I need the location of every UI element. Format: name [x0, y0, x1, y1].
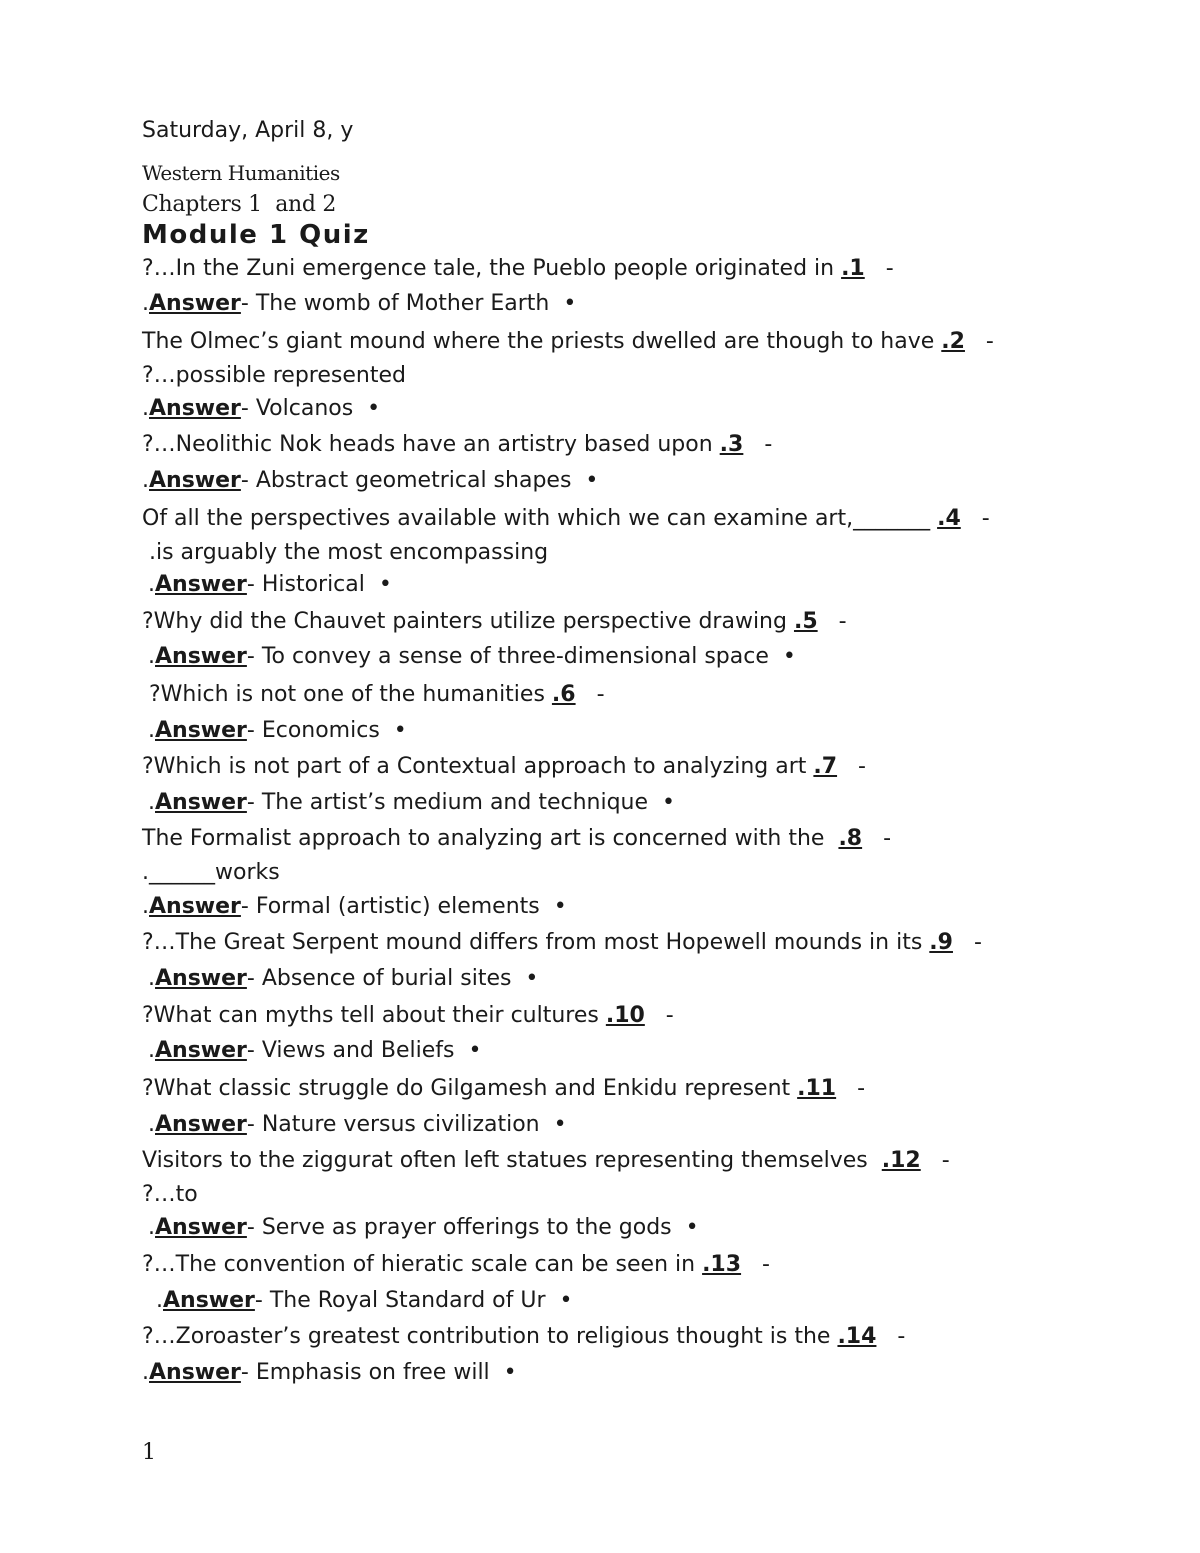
answer-line: .Answer- Nature versus civilization • [148, 1112, 567, 1137]
answer-label: Answer [163, 1288, 255, 1313]
answer-label: Answer [149, 894, 241, 919]
question-number: .6 [551, 682, 576, 707]
answer-text: - Views and Beliefs • [246, 1038, 482, 1063]
answer-line: .Answer- To convey a sense of three-dimensional space • [148, 644, 796, 669]
question-text: Of all the perspectives available with which we can examine art,_______ .4 - [142, 506, 990, 531]
question-text: The Olmec’s giant mound where the priests dwelled are though to have .2 - [142, 329, 994, 354]
question-text: The Formalist approach to analyzing art is concerned with the .8 - [142, 826, 892, 851]
answer-label: Answer [155, 790, 247, 815]
course-name: Western Humanities [142, 161, 340, 185]
question-number: .10 [605, 1003, 645, 1028]
question-number: .4 [937, 506, 961, 531]
answer-text: - Volcanos • [240, 396, 381, 421]
question-line: ?What can myths tell about their cultures [142, 1003, 606, 1028]
answer-text: - The womb of Mother Earth • [240, 291, 577, 316]
chapters-label: Chapters 1 and 2 [142, 192, 337, 217]
page-number: 1 [142, 1440, 156, 1465]
question-text: ?…The Great Serpent mound differs from most Hopewell mounds in its .9 - [142, 930, 982, 955]
question-line: Of all the perspectives available with which we can examine art,_______ [142, 506, 938, 531]
question-line: ?…possible represented [142, 363, 406, 388]
question-text: ?…The convention of hieratic scale can be seen in .13 - [142, 1252, 770, 1277]
answer-label: Answer [155, 1215, 247, 1240]
question-number: .8 [838, 826, 863, 851]
answer-label: Answer [155, 644, 247, 669]
answer-line: .Answer- Economics • [148, 718, 407, 743]
answer-text: - Formal (artistic) elements • [240, 894, 567, 919]
answer-line: .Answer- Views and Beliefs • [148, 1038, 482, 1063]
answer-label: Answer [149, 396, 241, 421]
question-line: ?Which is not part of a Contextual approach to analyzing art [142, 754, 814, 779]
question-text: ?…Neolithic Nok heads have an artistry based upon .3 - [142, 432, 773, 457]
question-text: ?What can myths tell about their cultures .10 - [142, 1003, 674, 1028]
document-date: Saturday, April 8, y [142, 118, 354, 143]
answer-line: .Answer- The Royal Standard of Ur • [156, 1288, 573, 1313]
answer-label: Answer [149, 291, 241, 316]
answer-line: .Answer- Volcanos • [142, 396, 381, 421]
question-text: ?Which is not one of the humanities .6 - [142, 682, 605, 707]
answer-label: Answer [155, 1112, 247, 1137]
answer-label: Answer [155, 572, 247, 597]
question-text [142, 1180, 198, 1210]
question-number: .5 [793, 609, 818, 634]
question-line: .is arguably the most encompassing [142, 540, 549, 565]
question-number: .1 [841, 256, 865, 281]
answer-line: .Answer- Formal (artistic) elements • [142, 894, 567, 919]
answer-line: .Answer- The womb of Mother Earth • [142, 291, 577, 316]
question-line: .______works [142, 860, 280, 885]
question-line: ?…The Great Serpent mound differs from most Hopewell mounds in its [142, 930, 930, 955]
answer-label: Answer [155, 966, 247, 991]
answer-text: - Historical • [246, 572, 392, 597]
answer-text: - Emphasis on free will • [240, 1360, 517, 1385]
question-text: ?…In the Zuni emergence tale, the Pueblo people originated in .1 - [142, 256, 894, 281]
answer-label: Answer [155, 1038, 247, 1063]
answer-label: Answer [155, 718, 247, 743]
question-line: ?…to [142, 1182, 198, 1207]
answer-text: - Nature versus civilization • [246, 1112, 567, 1137]
answer-label: Answer [149, 1360, 241, 1385]
question-text: ?…Zoroaster’s greatest contribution to religious thought is the .14 - [142, 1324, 906, 1349]
question-number: .13 [702, 1252, 742, 1277]
answer-line: .Answer- Serve as prayer offerings to the gods • [148, 1215, 699, 1240]
answer-line: .Answer- The artist’s medium and technique • [148, 790, 675, 815]
question-text [142, 858, 280, 888]
answer-text: - Abstract geometrical shapes • [240, 468, 599, 493]
question-text: Visitors to the ziggurat often left statues representing themselves .12 - [142, 1148, 950, 1173]
question-number: .14 [837, 1324, 877, 1349]
answer-line: .Answer- Abstract geometrical shapes • [142, 468, 599, 493]
question-line: The Olmec’s giant mound where the priests dwelled are though to have [142, 329, 942, 354]
question-line: ?…The convention of hieratic scale can be seen in [142, 1252, 703, 1277]
question-line: Visitors to the ziggurat often left statues representing themselves [142, 1148, 882, 1173]
answer-text: - Economics • [246, 718, 407, 743]
question-text [142, 538, 548, 568]
answer-text: - The artist’s medium and technique • [246, 790, 675, 815]
question-number: .2 [941, 329, 965, 354]
answer-text: - To convey a sense of three-dimensional space • [246, 644, 796, 669]
question-number: .3 [719, 432, 744, 457]
answer-text: - Absence of burial sites • [246, 966, 539, 991]
question-text: ?What classic struggle do Gilgamesh and Enkidu represent .11 - [142, 1076, 866, 1101]
answer-line: .Answer- Emphasis on free will • [142, 1360, 517, 1385]
question-number: .7 [813, 754, 838, 779]
question-line: The Formalist approach to analyzing art is concerned with the [142, 826, 839, 851]
question-number: .11 [797, 1076, 837, 1101]
answer-text: - The Royal Standard of Ur • [254, 1288, 573, 1313]
question-line: ?…Neolithic Nok heads have an artistry based upon [142, 432, 720, 457]
answer-line: .Answer- Historical • [148, 572, 392, 597]
question-text [142, 361, 406, 391]
answer-label: Answer [149, 468, 241, 493]
question-text: ?Which is not part of a Contextual approach to analyzing art .7 - [142, 754, 866, 779]
answer-text: - Serve as prayer offerings to the gods • [246, 1215, 699, 1240]
question-line: ?Which is not one of the humanities [142, 682, 552, 707]
question-line: ?What classic struggle do Gilgamesh and Enkidu represent [142, 1076, 798, 1101]
question-line: ?…Zoroaster’s greatest contribution to religious thought is the [142, 1324, 838, 1349]
question-number: .9 [929, 930, 953, 955]
answer-line: .Answer- Absence of burial sites • [148, 966, 539, 991]
page-title: Module 1 Quiz [142, 220, 370, 250]
question-text: ?Why did the Chauvet painters utilize perspective drawing .5 - [142, 609, 847, 634]
question-number: .12 [881, 1148, 921, 1173]
question-line: ?Why did the Chauvet painters utilize perspective drawing [142, 609, 794, 634]
question-line: ?…In the Zuni emergence tale, the Pueblo people originated in [142, 256, 842, 281]
